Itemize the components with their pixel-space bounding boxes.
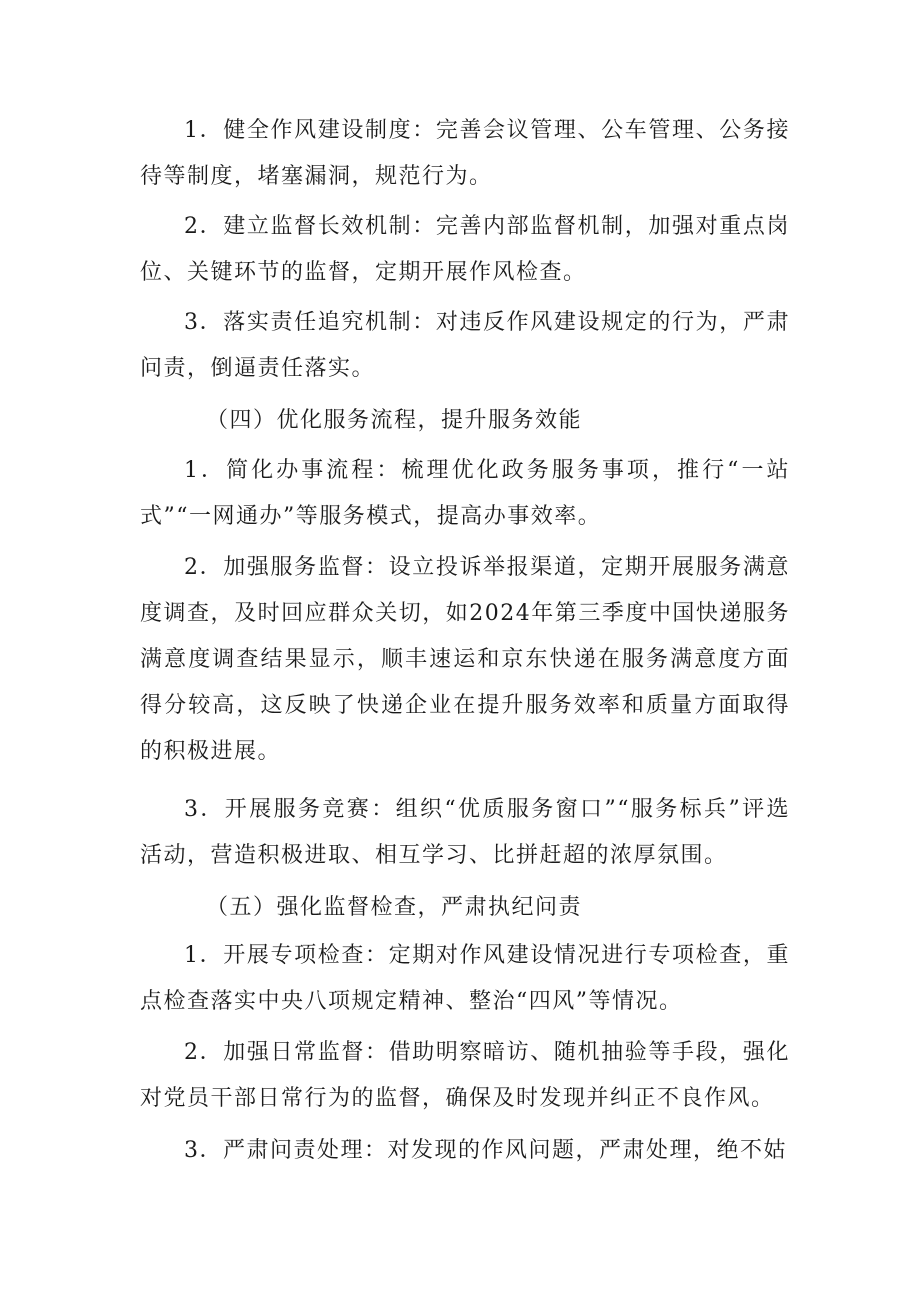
paragraph-item: 1．健全作风建设制度：完善会议管理、公车管理、公务接待等制度，堵塞漏洞，规范行为。: [140, 118, 790, 189]
paragraph-item: 2．建立监督长效机制：完善内部监督机制，加强对重点岗位、关键环节的监督，定期开展作风检查。: [140, 214, 790, 285]
paragraph-item: 2．加强服务监督：设立投诉举报渠道，定期开展服务满意度调查，及时回应群众关切，如2024年第三季度中国快递服务满意度调查结果显示，顺丰速运和京东快递在服务满意度方面得分较高，这反映了快递企业在提升服务效率和质量方面取得的积极进展。: [140, 555, 790, 764]
paragraph-item: 1．开展专项检查：定期对作风建设情况进行专项检查，重点检查落实中央八项规定精神、整治“四风”等情况。: [140, 943, 790, 1014]
paragraph-item: 3．落实责任追究机制：对违反作风建设规定的行为，严肃问责，倒逼责任落实。: [140, 310, 790, 381]
paragraph-item: 1．简化办事流程：梳理优化政务服务事项，推行“一站式”“一网通办”等服务模式，提高办事效率。: [140, 458, 790, 529]
paragraph-item: 3．开展服务竞赛：组织“优质服务窗口”“服务标兵”评选活动，营造积极进取、相互学习、比拼赶超的浓厚氛围。: [140, 797, 790, 868]
paragraph-item: 2．加强日常监督：借助明察暗访、随机抽验等手段，强化对党员干部日常行为的监督，确保及时发现并纠正不良作风。: [140, 1040, 790, 1111]
section-heading: （四）优化服务流程，提升服务效能: [206, 408, 583, 433]
paragraph-item: 3．严肃问责处理：对发现的作风问题，严肃处理，绝不姑: [184, 1138, 787, 1163]
section-heading: （五）强化监督检查，严肃执纪问责: [206, 895, 583, 920]
